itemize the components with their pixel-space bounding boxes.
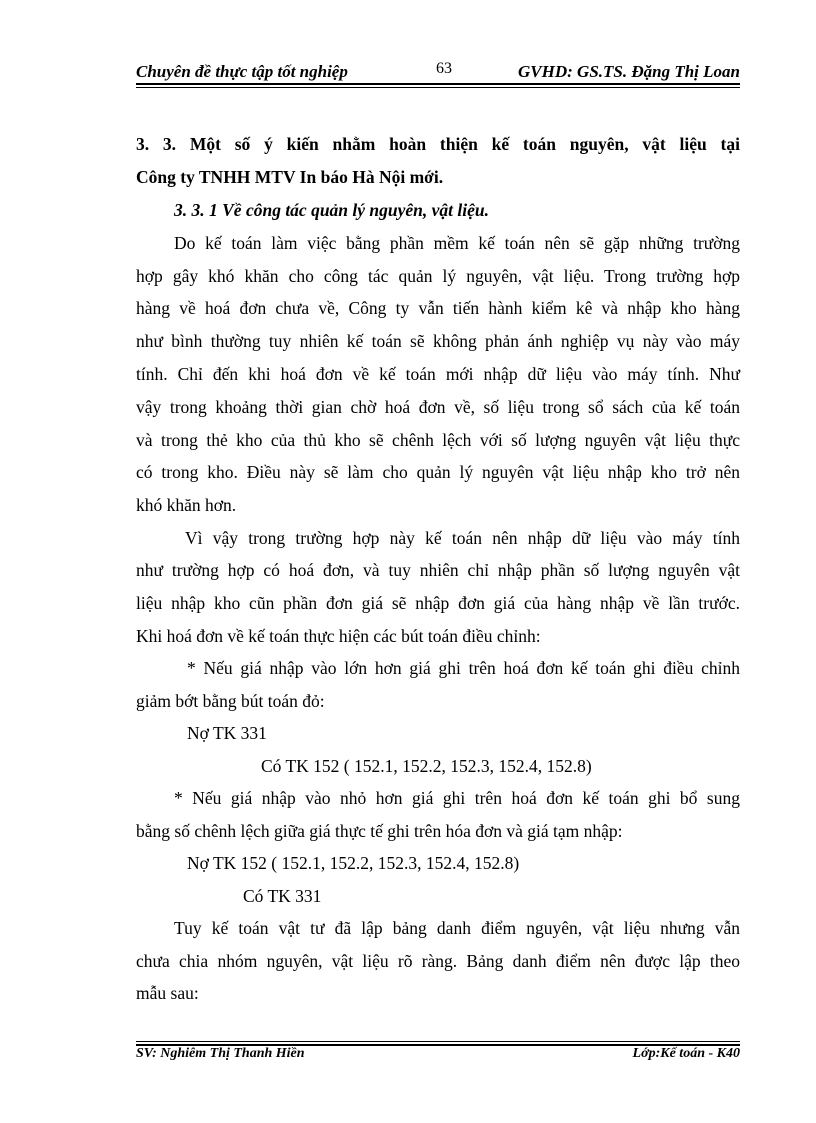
section-title-line-1: 3. 3. Một số ý kiến nhằm hoàn thiện kế toán nguyên, vật liệu tại <box>136 134 740 154</box>
paragraph-line: hợp gây khó khăn cho công tác quản lý nguyên, vật liệu. Trong trường hợp <box>136 266 740 286</box>
header-rule-thin <box>136 87 740 88</box>
paragraph-line: chưa chia nhóm nguyên, vật liệu rõ ràng. Bảng danh điểm nên được lập theo <box>136 951 740 971</box>
paragraph-line: liệu nhập kho cũn phần đơn giá sẽ nhập đơn giá của hàng nhập về lần trước. <box>136 593 740 613</box>
section-title-line-2: Công ty TNHH MTV In báo Hà Nội mới. <box>136 167 444 187</box>
journal-entry-debit: Nợ TK 331 <box>187 723 267 743</box>
footer-rule-thin <box>136 1041 740 1042</box>
paragraph-line: khó khăn hơn. <box>136 495 237 515</box>
subsection-title: 3. 3. 1 Về công tác quản lý nguyên, vật liệu. <box>174 200 489 220</box>
paragraph-line: bằng số chênh lệch giữa giá thực tế ghi trên hóa đơn và giá tạm nhập: <box>136 821 623 841</box>
paragraph-line: như trường hợp có hoá đơn, và tuy nhiên chỉ nhập phần số lượng nguyên vật <box>136 560 740 580</box>
paragraph-line: * Nếu giá nhập vào nhỏ hơn giá ghi trên hoá đơn kế toán ghi bổ sung <box>174 788 740 808</box>
header-supervisor: GVHD: GS.TS. Đặng Thị Loan <box>518 62 740 81</box>
journal-entry-debit: Nợ TK 152 ( 152.1, 152.2, 152.3, 152.4, 152.8) <box>187 853 520 873</box>
page-number: 63 <box>436 60 452 77</box>
page-footer <box>136 1046 740 1066</box>
header-thesis-title: Chuyên đề thực tập tốt nghiệp <box>136 62 348 81</box>
page-header <box>136 60 740 84</box>
paragraph-line: Khi hoá đơn về kế toán thực hiện các bút toán điều chỉnh: <box>136 626 541 646</box>
paragraph-line: và trong thẻ kho của thủ kho sẽ chênh lệch với số lượng nguyên vật liệu thực <box>136 430 740 450</box>
footer-class: Lớp:Kế toán - K40 <box>632 1046 740 1061</box>
paragraph-line: tính. Chỉ đến khi hoá đơn về kế toán mới nhập dữ liệu vào máy tính. Như <box>136 364 740 384</box>
journal-entry-credit: Có TK 331 <box>243 886 322 906</box>
paragraph-line: Vì vậy trong trường hợp này kế toán nên nhập dữ liệu vào máy tính <box>185 528 740 548</box>
paragraph-line: vậy trong khoảng thời gian chờ hoá đơn về, số liệu trong sổ sách của kế toán <box>136 397 740 417</box>
paragraph-line: mẫu sau: <box>136 983 199 1003</box>
paragraph-line: hàng về hoá đơn chưa về, Công ty vẫn tiến hành kiểm kê và nhập kho hàng <box>136 298 740 318</box>
paragraph-line: Do kế toán làm việc bằng phần mềm kế toán nên sẽ gặp những trường <box>174 233 740 253</box>
paragraph-line: có trong kho. Điều này sẽ làm cho quản lý nguyên vật liệu nhập kho trở nên <box>136 462 740 482</box>
footer-student-name: SV: Nghiêm Thị Thanh Hiền <box>136 1046 305 1061</box>
paragraph-line: như bình thường tuy nhiên kế toán sẽ không phản ánh nghiệp vụ này vào máy <box>136 331 740 351</box>
paragraph-line: giảm bớt bằng bút toán đỏ: <box>136 691 325 711</box>
paragraph-line: Tuy kế toán vật tư đã lập bảng danh điểm nguyên, vật liệu nhưng vẫn <box>174 918 740 938</box>
journal-entry-credit: Có TK 152 ( 152.1, 152.2, 152.3, 152.4, 152.8) <box>261 756 592 776</box>
header-rule-thick <box>136 83 740 85</box>
paragraph-line: * Nếu giá nhập vào lớn hơn giá ghi trên hoá đơn kế toán ghi điều chỉnh <box>187 658 740 678</box>
